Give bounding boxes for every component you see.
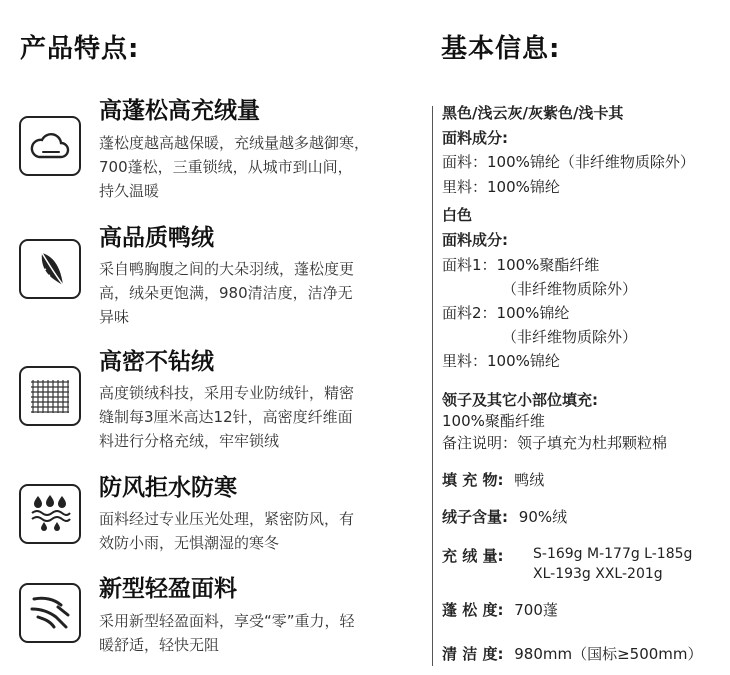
feature-title: 新型轻盈面料 bbox=[99, 576, 237, 602]
mesh-icon bbox=[19, 366, 81, 426]
feature-desc-line: 采自鸭胸腹之间的大朵羽绒，蓬松度更 bbox=[99, 260, 355, 278]
fill-weight-label: 充 绒 量: bbox=[442, 547, 504, 565]
fabric-composition-label: 面料成分: bbox=[442, 231, 508, 249]
column-divider bbox=[432, 106, 433, 666]
fabric-composition-label: 面料成分: bbox=[442, 129, 508, 147]
feature-desc-line: 面料经过专业压光处理，紧密防风，有 bbox=[99, 510, 355, 528]
lining-fabric: 里料：100%锦纶 bbox=[442, 352, 560, 370]
feature-desc-line: 效防小雨，无惧潮湿的寒冬 bbox=[99, 534, 280, 552]
filling-label: 填 充 物: bbox=[442, 471, 504, 489]
lining-fabric: 里料：100%锦纶 bbox=[442, 178, 560, 196]
collar-filling-label: 领子及其它小部位填充: bbox=[442, 391, 598, 409]
feature-desc-line: 蓬松度越高越保暖，充绒量越多越御寒， bbox=[99, 134, 370, 152]
face-fabric-1: 面料1：100%聚酯纤维 bbox=[442, 256, 600, 274]
loft-row bbox=[442, 599, 558, 620]
feature-desc-line: 暖舒适，轻快无阻 bbox=[99, 636, 220, 654]
filling-value: 鸭绒 bbox=[514, 471, 545, 489]
down-content-label: 绒子含量: bbox=[442, 508, 508, 526]
face-fabric-2: 面料2：100%锦纶 bbox=[442, 304, 570, 322]
feature-desc-line: 缝制每3厘米高达12针，高密度纤维面 bbox=[99, 408, 353, 426]
feature-title: 高蓬松高充绒量 bbox=[99, 98, 260, 124]
water-drop-icon bbox=[19, 484, 81, 544]
feature-title: 高品质鸭绒 bbox=[99, 225, 214, 251]
face-fabric-2-note: （非纤维物质除外） bbox=[502, 328, 638, 346]
feature-desc-line: 持久温暖 bbox=[99, 182, 160, 200]
cloud-icon bbox=[19, 116, 81, 176]
down-content-row bbox=[442, 506, 567, 527]
feature-title: 防风拒水防寒 bbox=[99, 475, 237, 501]
face-fabric-1-note: （非纤维物质除外） bbox=[502, 280, 638, 298]
hand-feather-icon bbox=[19, 583, 81, 643]
down-content-value: 90%绒 bbox=[518, 508, 568, 526]
white-color-label: 白色 bbox=[442, 206, 473, 224]
feature-desc-line: 700蓬松，三重锁绒，从城市到山间， bbox=[99, 158, 353, 176]
collar-filling-value: 100%聚酯纤维 bbox=[442, 412, 545, 430]
filling-row bbox=[442, 469, 544, 490]
cleanliness-row bbox=[442, 643, 703, 664]
loft-label: 蓬 松 度: bbox=[442, 601, 504, 619]
feature-desc-line: 高度锁绒科技，采用专业防绒针，精密 bbox=[99, 384, 355, 402]
features-heading: 产品特点: bbox=[20, 34, 140, 64]
cleanliness-value: 980mm（国标≥500mm） bbox=[514, 645, 703, 663]
loft-value: 700蓬 bbox=[514, 601, 558, 619]
info-heading: 基本信息: bbox=[441, 34, 561, 64]
fill-weight-sizes: XL-193g XXL-201g bbox=[533, 566, 663, 582]
feature-desc-line: 料进行分格充绒，牢牢锁绒 bbox=[99, 432, 280, 450]
fill-weight-sizes: S-169g M-177g L-185g bbox=[533, 546, 693, 562]
feather-icon bbox=[19, 239, 81, 299]
color-list: 黑色/浅云灰/灰紫色/浅卡其 bbox=[442, 104, 624, 122]
feature-desc-line: 采用新型轻盈面料，享受“零”重力，轻 bbox=[99, 612, 355, 630]
remark: 备注说明：领子填充为杜邦颗粒棉 bbox=[442, 434, 668, 452]
cleanliness-label: 清 洁 度: bbox=[442, 645, 504, 663]
feature-desc-line: 异味 bbox=[99, 308, 130, 326]
feature-desc-line: 高，绒朵更饱满，980清洁度，洁净无 bbox=[99, 284, 353, 302]
face-fabric: 面料：100%锦纶（非纤维物质除外） bbox=[442, 153, 695, 171]
feature-title: 高密不钻绒 bbox=[99, 349, 214, 375]
